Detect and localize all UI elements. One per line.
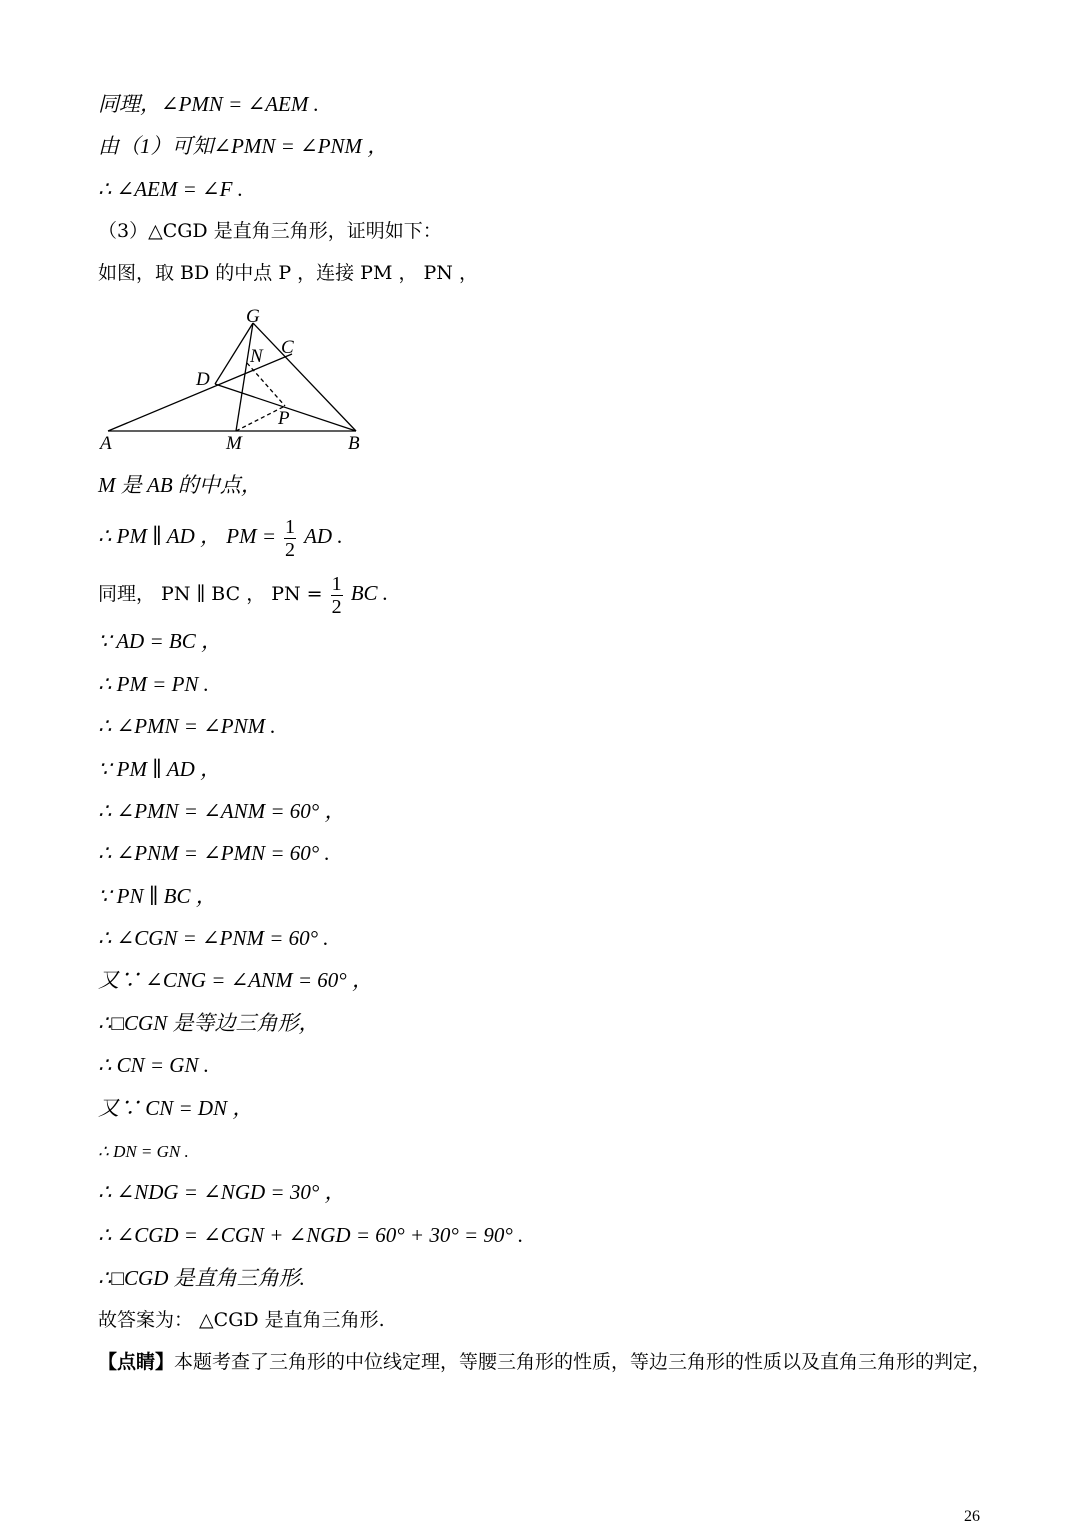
proof-line-pmn-60: ∴ ∠PMN = ∠ANM = 60° ， [98,799,346,823]
proof-line-dn-eq-gn: ∴ DN = GN . [98,1142,189,1161]
proof-line-pn-half-bc: 同理， PN ∥ BC ， PN = $\frac{1}{2}$ BC . [98,572,389,618]
proof-line-2: 由（1）可知∠PMN = ∠PNM ， [98,134,389,158]
label-G: G [246,306,260,327]
fraction-half: $\frac{1}{2}$ [285,515,296,561]
proof-line-m-midpoint: M 是 AB 的中点， [98,473,262,497]
segment-AC [108,354,292,431]
proof-part3-header: （3）△CGD 是直角三角形，证明如下： [98,220,442,242]
commentary-label: 【点睛】 [98,1351,175,1373]
label-N: N [250,346,263,367]
proof-line-pn-parallel: ∵ PN ∥ BC ， [98,884,217,908]
proof-line-cgd-90: ∴ ∠CGD = ∠CGN + ∠NGD = 60° + 30° = 90° . [98,1223,524,1247]
proof-line-cn-eq-gn: ∴ CN = GN . [98,1053,209,1077]
proof-line-pm-half-ad: ∴ PM ∥ AD ， PM = $\frac{1}{2}$ AD . [98,515,343,561]
proof-line-cn-eq-dn: 又∵ CN = DN ， [98,1096,254,1120]
page-number: 26 [964,1508,980,1525]
proof-line-1: 同理，∠PMN = ∠AEM . [98,92,319,116]
label-B: B [348,433,360,453]
proof-line-3: ∴ ∠AEM = ∠F . [98,177,243,201]
proof-line-cgn-60: ∴ ∠CGN = ∠PNM = 60° . [98,926,329,950]
proof-line-ndg-30: ∴ ∠NDG = ∠NGD = 30° ， [98,1180,346,1204]
proof-line-cng-60: 又∵ ∠CNG = ∠ANM = 60° ， [98,968,373,992]
label-C: C [281,337,294,358]
label-D: D [196,369,210,390]
commentary-text: 本题考查了三角形的中位线定理，等腰三角形的性质，等边三角形的性质以及直角三角形的判定， [174,1351,992,1373]
answer-line: 故答案为： △CGD 是直角三角形. [98,1309,385,1331]
label-P: P [278,408,290,429]
commentary [98,1350,991,1374]
geometry-figure [98,303,368,453]
proof-line-right-triangle: ∴□CGD 是直角三角形. [98,1266,305,1290]
segment-PN [247,363,285,406]
label-A: A [100,433,112,453]
proof-line-pnm-60: ∴ ∠PNM = ∠PMN = 60° . [98,841,330,865]
segment-GD [215,323,253,384]
proof-construction: 如图，取 BD 的中点 P ，连接 PM ， PN ， [98,262,478,284]
fraction-half: $\frac{1}{2}$ [331,572,342,618]
proof-line-angles-equal: ∴ ∠PMN = ∠PNM . [98,714,276,738]
proof-line-ad-eq-bc: ∵ AD = BC ， [98,629,222,653]
proof-line-pm-parallel: ∵ PM ∥ AD ， [98,757,221,781]
proof-line-equilateral: ∴□CGN 是等边三角形， [98,1011,320,1035]
proof-line-pm-eq-pn: ∴ PM = PN . [98,672,209,696]
label-M: M [226,433,242,453]
